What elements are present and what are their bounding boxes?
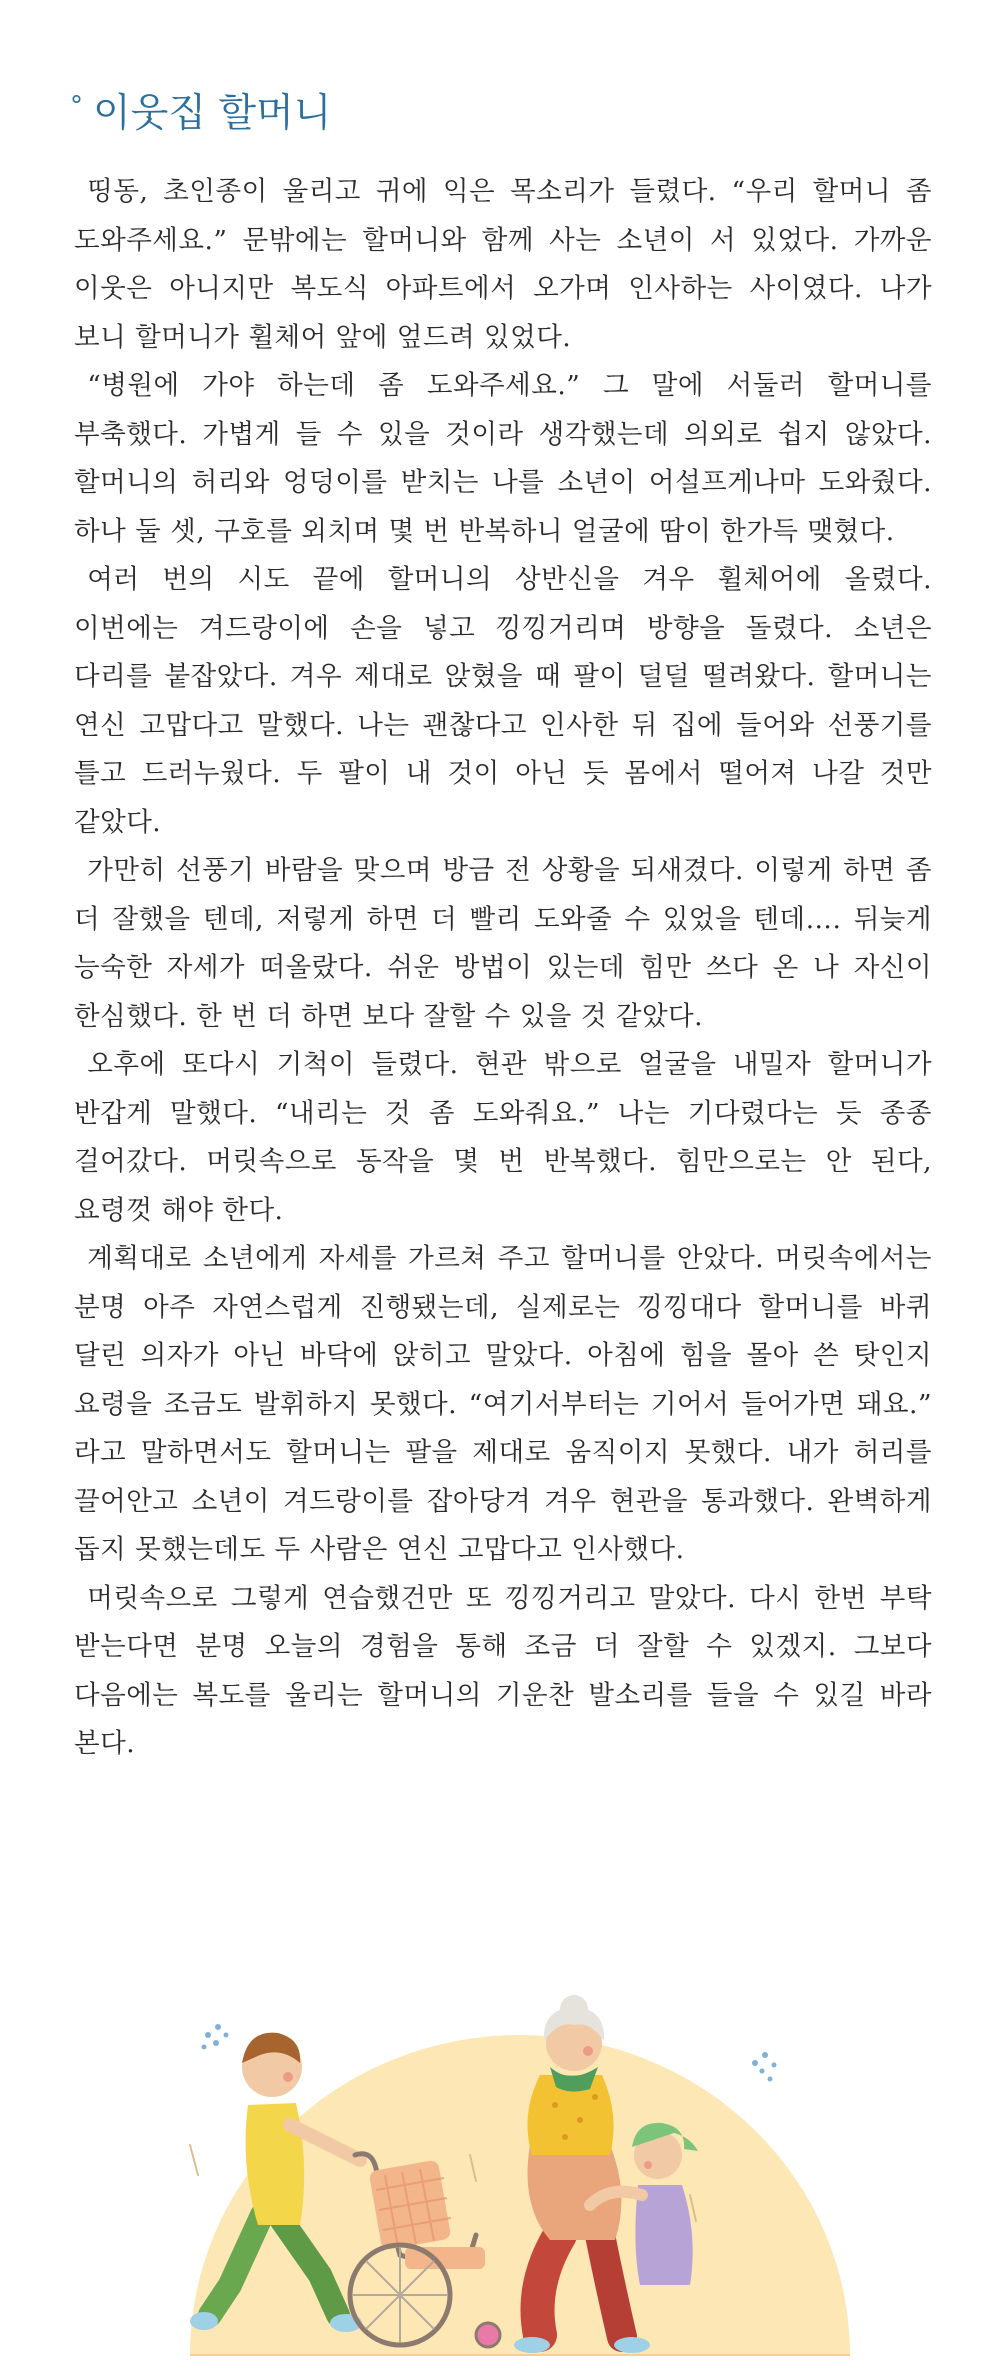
paragraph-7: 머릿속으로 그렇게 연습했건만 또 낑낑거리고 말았다. 다시 한번 부탁 받는다면 분명 오늘의 경험을 통해 조금 더 잘할 수 있겠지. 그보다 다음에는 복도를 울리는 할머니의 기운찬 발소리를 들을 수 있길 바라 본다. xyxy=(74,1582,932,1759)
neighbors-helping-grandmother-illustration xyxy=(170,1985,870,2365)
paragraph-4: 가만히 선풍기 바람을 맞으며 방금 전 상황을 되새겼다. 이렇게 하면 좀 더 잘했을 텐데, 저렇게 하면 더 빨리 도와줄 수 있었을 텐데…. 뒤늦게 능숙한 자세가 떠올랐다. 쉬운 방법이 있는데 힘만 쓰다 온 나 자신이 한심했다. 한 번 더 하면 보다 잘할 수 있을 것 같았다. xyxy=(74,855,932,1032)
paragraph-5: 오후에 또다시 기척이 들렸다. 현관 밖으로 얼굴을 내밀자 할머니가 반갑게 말했다. “내리는 것 좀 도와줘요.” 나는 기다렸다는 듯 종종 걸어갔다. 머릿속으로 동작을 몇 번 반복했다. 힘만으로는 안 된다, 요령껏 해야 한다. xyxy=(74,1049,932,1226)
title-text: 이웃집 할머니 xyxy=(93,91,332,136)
article-body xyxy=(74,168,932,1769)
title-bullet-mark: ° xyxy=(70,91,83,121)
paragraph-1: 띵동, 초인종이 울리고 귀에 익은 목소리가 들렸다. “우리 할머니 좀 도와주세요.” 문밖에는 할머니와 함께 사는 소년이 서 있었다. 가까운 이웃은 아니지만 복도식 아파트에서 오가며 인사하는 사이였다. 나가 보니 할머니가 휠체어 앞에 엎드려 있었다. xyxy=(74,176,932,353)
paragraph-3: 여러 번의 시도 끝에 할머니의 상반신을 겨우 휠체어에 올렸다. 이번에는 겨드랑이에 손을 넣고 낑낑거리며 방향을 돌렸다. 소년은 다리를 붙잡았다. 겨우 제대로 앉혔을 때 팔이 덜덜 떨려왔다. 할머니는 연신 고맙다고 말했다. 나는 괜찮다고 인사한 뒤 집에 들어와 선풍기를 틀고 드러누웠다. 두 팔이 내 것이 아닌 듯 몸에서 떨어져 나갈 것만 같았다. xyxy=(74,564,932,838)
wheelchair-small-wheel xyxy=(476,2323,500,2347)
sweat-drops-left xyxy=(202,2024,229,2050)
illustration-svg xyxy=(170,1985,870,2365)
page-title xyxy=(70,78,331,142)
paragraph-6: 계획대로 소년에게 자세를 가르쳐 주고 할머니를 안았다. 머릿속에서는 분명 아주 자연스럽게 진행됐는데, 실제로는 낑낑대다 할머니를 바퀴 달린 의자가 아닌 바닥에 앉히고 말았다. 아침에 힘을 몰아 쓴 탓인지 요령을 조금도 발휘하지 못했다. “여기서부터는 기어서 들어가면 돼요.” 라고 말하면서도 할머니는 팔을 제대로 움직이지 못했다. 내가 허리를 끌어안고 소년이 겨드랑이를 잡아당겨 겨우 현관을 통과했다. 완벽하게 돕지 못했는데도 두 사람은 연신 고맙다고 인사했다. xyxy=(74,1243,932,1565)
paragraph-2: “병원에 가야 하는데 좀 도와주세요.” 그 말에 서둘러 할머니를 부축했다. 가볍게 들 수 있을 것이라 생각했는데 의외로 쉽지 않았다. 할머니의 허리와 엉덩이를 받치는 나를 소년이 어설프게나마 도와줬다. 하나 둘 셋, 구호를 외치며 몇 번 반복하니 얼굴에 땀이 한가득 맺혔다. xyxy=(74,370,932,547)
sweat-drops-right xyxy=(752,2052,777,2082)
